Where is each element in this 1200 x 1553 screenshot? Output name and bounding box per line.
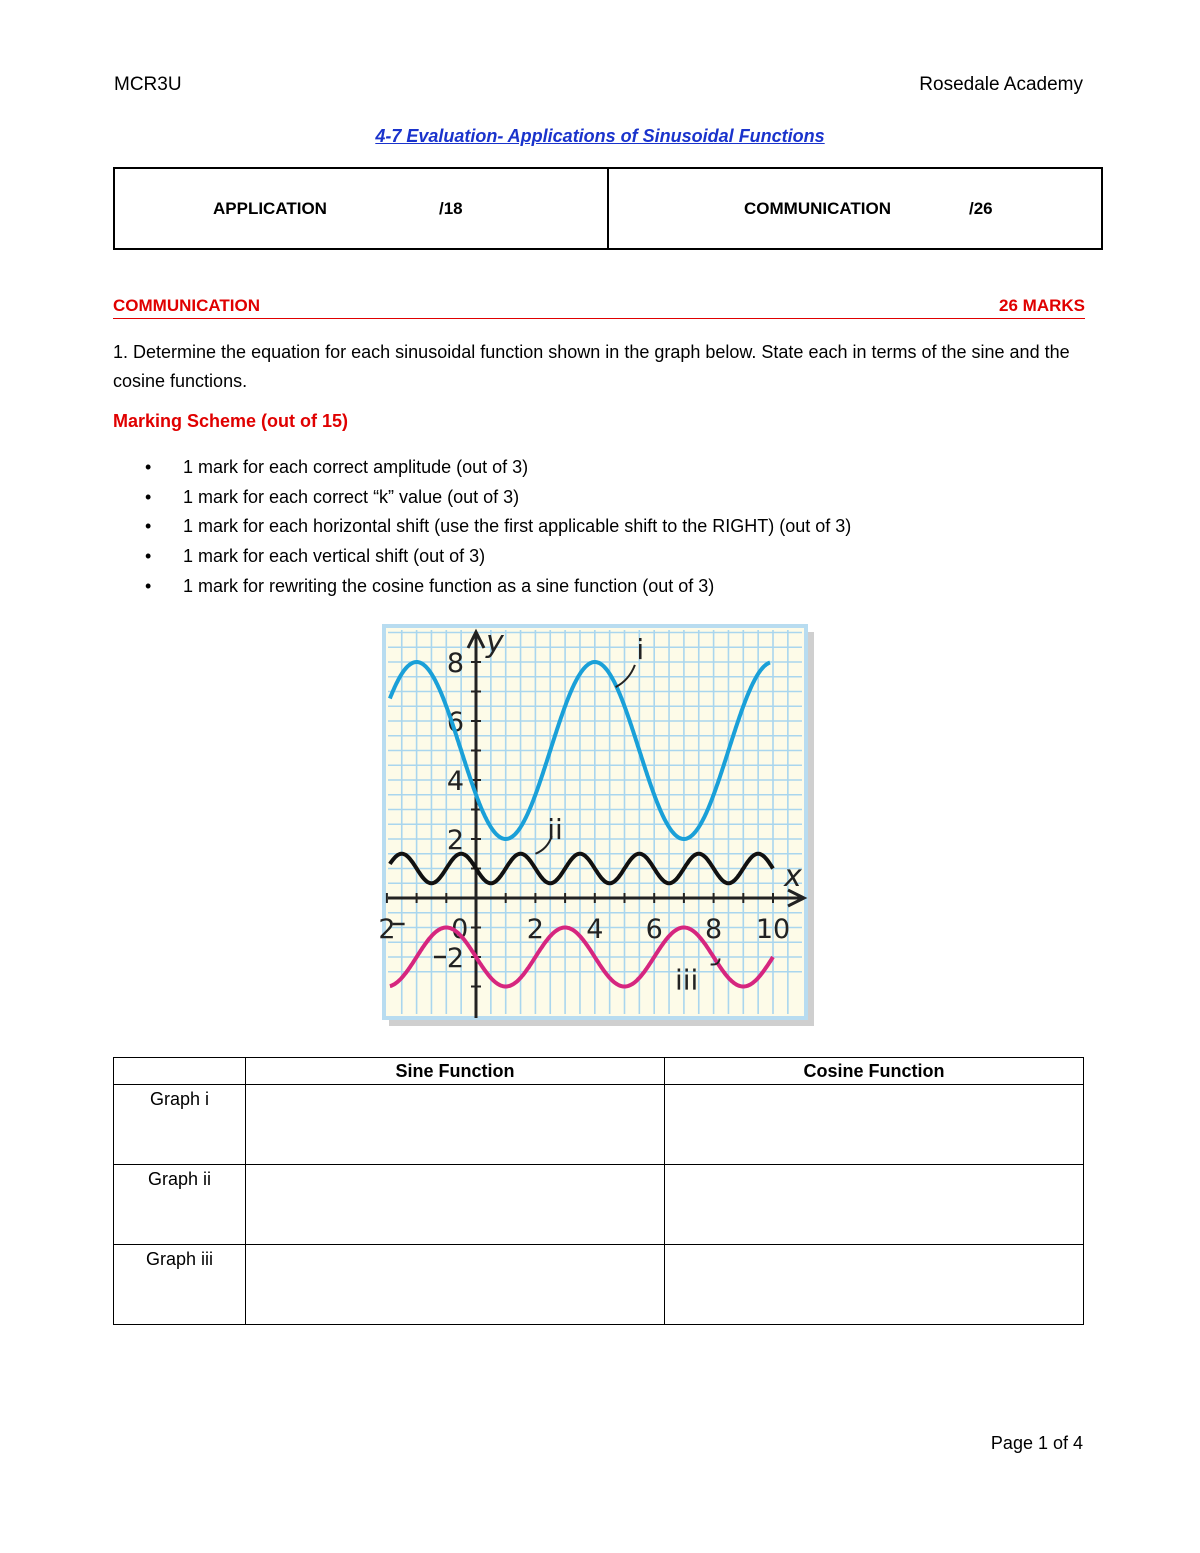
criteria-item [145,572,851,602]
criteria-text: 1 mark for each correct “k” value (out of 3) [183,486,520,507]
bullet-icon: • [145,486,152,507]
section-name: COMMUNICATION [113,296,260,315]
cosine-answer-cell[interactable] [665,1085,1084,1165]
y-tick-label: 2 [446,825,464,856]
bullet-icon: • [145,546,152,567]
criteria-text: 1 mark for each horizontal shift (use the first applicable shift to the RIGHT) (out of 3) [183,516,852,537]
application-total: /18 [439,199,463,218]
criteria-text: 1 mark for rewriting the cosine function as a sine function (out of 3) [183,575,715,596]
criteria-item [145,512,851,542]
row-label: Graph i [114,1085,246,1165]
y-axis-label: y [486,625,504,660]
table-header-sine: Sine Function [246,1058,665,1085]
x-axis-label: x [784,859,802,894]
score-box [113,167,1103,250]
marking-scheme-title: Marking Scheme (out of 15) [113,411,349,431]
marking-criteria-list [145,453,851,601]
row-label: Graph ii [114,1165,246,1245]
curve-label: iii [674,963,699,997]
criteria-text: 1 mark for each correct amplitude (out of 3) [183,457,529,477]
criteria-item [145,542,851,572]
school-name: Rosedale Academy [919,74,1083,95]
table-header-row [114,1058,1084,1085]
x-tick-label: 4 [586,914,604,945]
sine-answer-cell[interactable] [246,1085,665,1165]
x-tick-label: 8 [705,914,723,945]
table-row [114,1165,1084,1245]
table-row [114,1245,1084,1325]
criteria-item [145,483,851,513]
course-code: MCR3U [114,74,182,95]
cosine-answer-cell[interactable] [665,1165,1084,1245]
communication-label: COMMUNICATION [744,199,891,218]
communication-score-cell [607,169,1101,248]
communication-total: /26 [969,199,993,218]
bullet-icon: • [145,575,152,596]
x-tick-label: 2 [526,914,544,945]
sine-answer-cell[interactable] [246,1165,665,1245]
criteria-item [145,453,851,483]
application-score-cell [115,169,607,248]
x-tick-label: 10 [755,914,791,945]
row-label: Graph iii [114,1245,246,1325]
table-row [114,1085,1084,1165]
sine-answer-cell[interactable] [246,1245,665,1325]
table-header-blank [114,1058,246,1085]
sinusoid-graph [378,625,816,1028]
y-tick-label: 4 [446,766,464,797]
section-heading [113,296,1085,319]
answer-table [113,1057,1084,1325]
x-tick-label: 0 [451,914,469,945]
page-number: Page 1 of 4 [990,1433,1083,1453]
x-tick-label: 2 [378,914,396,945]
page-title: 4-7 Evaluation- Applications of Sinusoidal Functions [375,126,825,146]
question-text: 1. Determine the equation for each sinusoidal function shown in the graph below. State each in terms of the sine and the cosine functions. [113,342,1070,391]
section-marks: 26 MARKS [999,296,1085,315]
bullet-icon: • [145,457,152,477]
bullet-icon: • [145,516,152,537]
y-tick-label: 6 [446,707,464,738]
x-tick-label: 6 [645,914,663,945]
table-header-cosine: Cosine Function [665,1058,1084,1085]
criteria-text: 1 mark for each vertical shift (out of 3) [183,546,486,567]
curve-label: i [636,633,645,667]
curve-label: ii [547,813,563,846]
y-tick-label: 2 [446,943,464,974]
application-label: APPLICATION [213,199,327,218]
cosine-answer-cell[interactable] [665,1245,1084,1325]
y-tick-label: 8 [446,648,464,679]
